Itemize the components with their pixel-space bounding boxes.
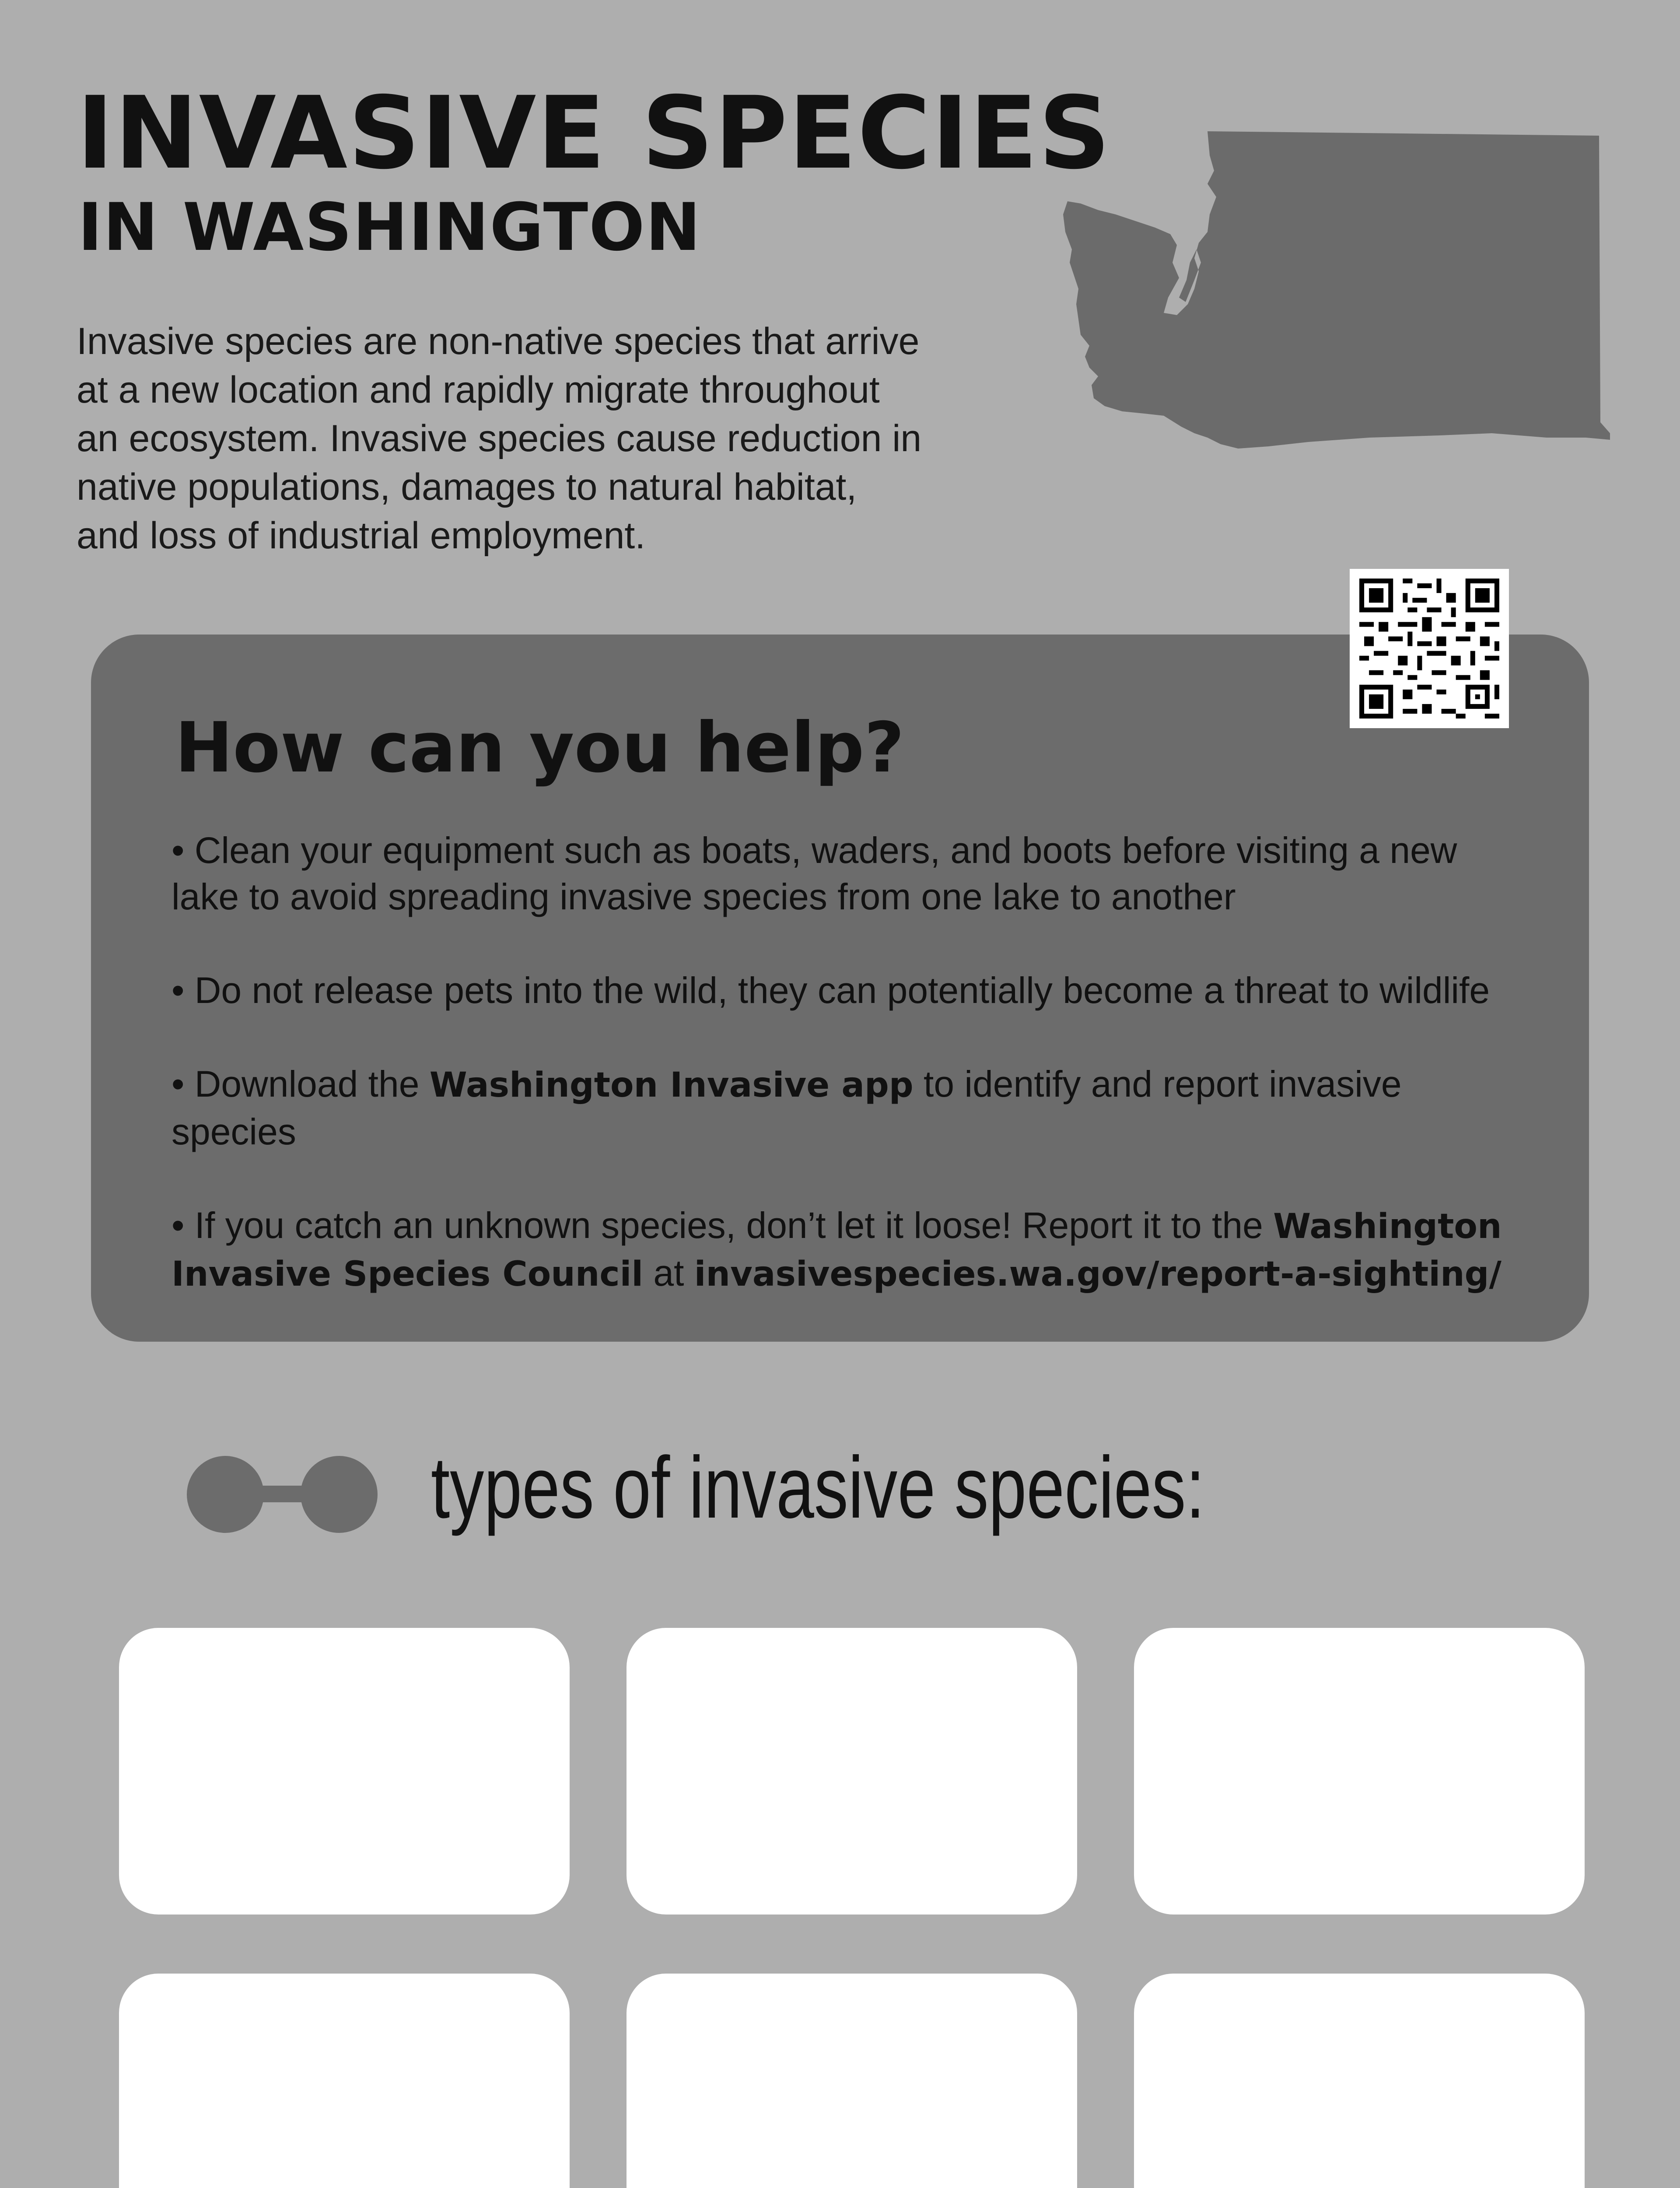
report-url-link[interactable]: invasivespecies.wa.gov/report-a-sighting/ (694, 1255, 1502, 1294)
help-item-text: to identify and report invasive species (172, 1063, 1402, 1152)
intro-line: and loss of industrial employment. (77, 515, 646, 557)
qr-code-icon[interactable] (1350, 569, 1509, 728)
species-card (626, 1628, 1077, 1914)
help-item-text: • Download the (172, 1063, 430, 1105)
intro-line: at a new location and rapidly migrate throughout (77, 369, 880, 411)
help-heading: How can you help? (175, 708, 905, 788)
council-name-part: Washington (1273, 1207, 1502, 1246)
intro-line: an ecosystem. Invasive species cause reduction in (77, 417, 922, 459)
help-item-download-app (172, 1061, 1528, 1155)
species-card (626, 1974, 1077, 2188)
species-card (119, 1974, 570, 2188)
species-card (119, 1628, 570, 1914)
species-card (1134, 1974, 1585, 2188)
council-name-part: Invasive Species Council (172, 1255, 644, 1294)
intro-line: Invasive species are non-native species that arrive (77, 320, 920, 362)
app-name: Washington Invasive app (429, 1066, 914, 1105)
page-title: INVASIVE SPECIES (77, 75, 1111, 191)
help-item-report-species (172, 1202, 1528, 1297)
help-item-text: • Do not release pets into the wild, they can potentially become a threat to wildlife (172, 970, 1490, 1011)
help-item-text: at (643, 1252, 694, 1294)
intro-line: native populations, damages to natural habitat, (77, 466, 857, 508)
washington-state-map-icon (1063, 131, 1614, 490)
intro-paragraph (77, 317, 1083, 560)
help-item-text: • Clean your equipment such as boats, waders, and boots before visiting a new (172, 830, 1457, 871)
species-card (1134, 1628, 1585, 1914)
page-subtitle: IN WASHINGTON (78, 189, 702, 266)
help-list (172, 827, 1528, 1345)
help-item-text: • If you catch an unknown species, don’t let it loose! Report it to the (172, 1205, 1274, 1246)
help-item-no-pet-release (172, 967, 1528, 1013)
help-item-text: lake to avoid spreading invasive species from one lake to another (172, 876, 1236, 917)
types-heading: types of invasive species: (431, 1439, 1205, 1536)
help-item-clean-equipment (172, 827, 1528, 920)
binoculars-icon (184, 1453, 381, 1536)
